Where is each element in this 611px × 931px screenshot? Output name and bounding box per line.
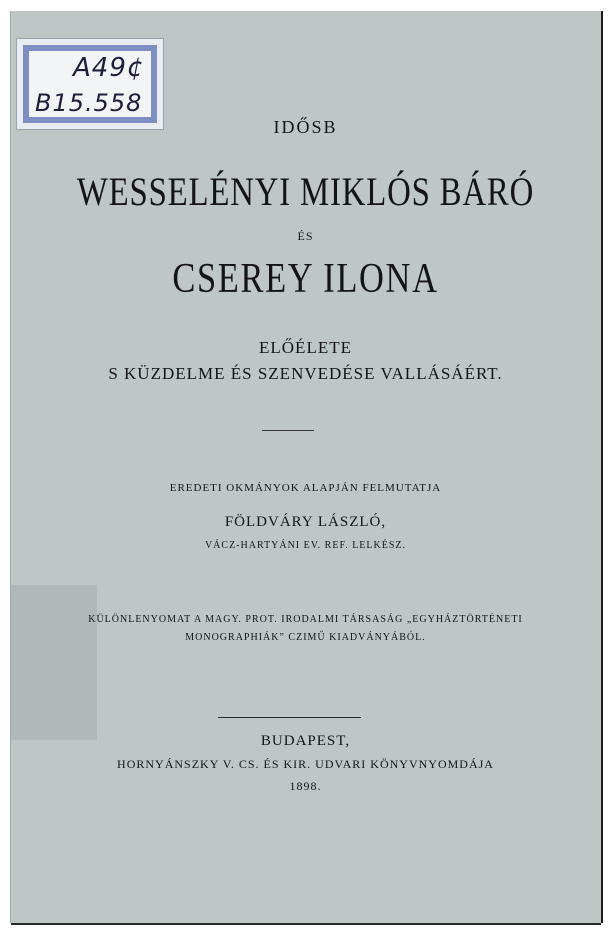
author-name: FÖLDVÁRY LÁSZLÓ, <box>224 514 387 530</box>
title-name-2: CSEREY ILONA <box>172 256 439 302</box>
imprint-city: BUDAPEST, <box>260 733 351 749</box>
imprint-printer: HORNYÁNSZKY V. CS. ÉS KIR. UDVARI KÖNYVNYOMDÁJA <box>117 757 494 771</box>
author-intro: EREDETI OKMÁNYOK ALAPJÁN FELMUTATJA <box>169 482 442 494</box>
title-name-1: WESSELÉNYI MIKLÓS BÁRÓ <box>76 169 535 214</box>
author-role: VÁCZ-HARTYÁNI EV. REF. LELKÉSZ. <box>204 540 407 551</box>
page-discoloration <box>11 585 97 740</box>
divider-long <box>218 717 361 718</box>
subtitle-line-2: S KÜZDELME ÉS SZENVEDÉSE VALLÁSÁÉRT. <box>108 364 503 383</box>
title-prefix: IDŐSB <box>273 117 338 137</box>
subtitle-line-1: ELŐÉLETE <box>259 338 352 357</box>
shelf-mark-line1: A49¢ <box>73 53 145 83</box>
offprint-note-line-1: KÜLÖNLENYOMAT A MAGY. PROT. IRODALMI TÁRSASÁG „EGYHÁZTÖRTÉNETI <box>88 614 523 625</box>
divider-short <box>262 430 314 431</box>
shelf-mark-line2: B15.558 <box>35 89 143 117</box>
imprint-year: 1898. <box>289 779 322 793</box>
offprint-note-line-2: MONOGRAPHIÁK” CZIMŰ KIADVÁNYÁBÓL. <box>185 632 426 643</box>
title-conjunction: ÉS <box>297 229 314 243</box>
